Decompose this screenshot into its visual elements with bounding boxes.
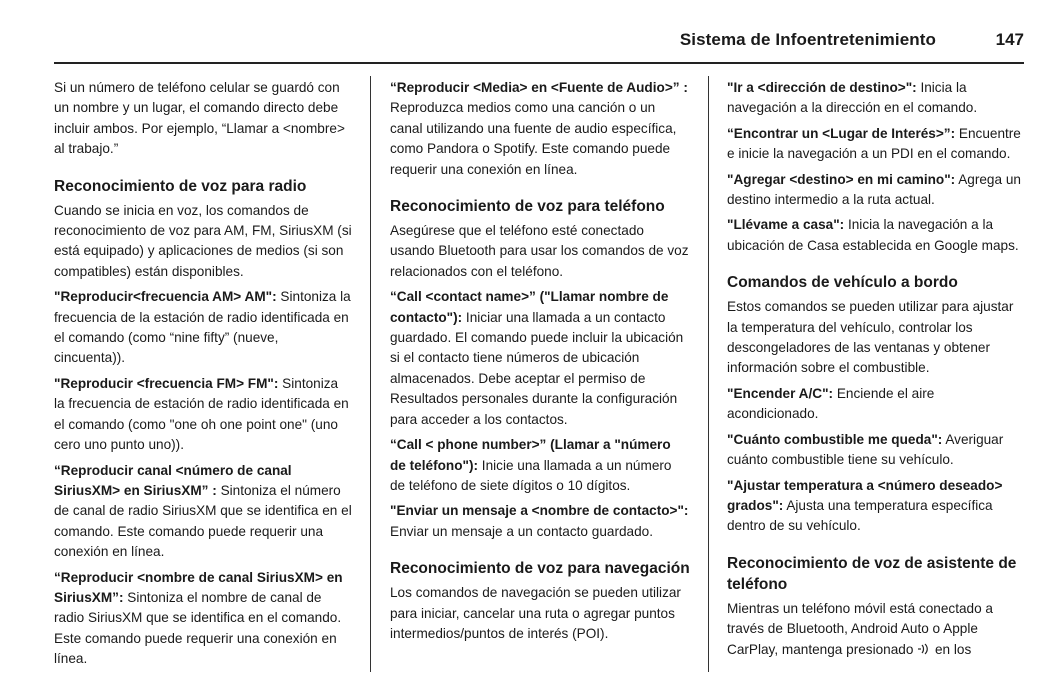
phone-heading: Reconocimiento de voz para teléfono xyxy=(390,198,665,216)
fm-command: "Reproducir <frecuencia FM> FM": xyxy=(54,375,279,391)
am-description: Sintoniza la frecuencia de la estación de radio identificada en el comando (como “nine fifty” (nueve, cincuenta)). xyxy=(54,289,351,366)
call-number-description: Inicie una llamada a un número de teléfono de siete dígitos o 10 dígitos. xyxy=(390,457,672,493)
vehicle-heading: Comandos de vehículo a bordo xyxy=(727,274,958,292)
message-entry xyxy=(390,501,690,542)
assistant-intro xyxy=(727,599,1027,660)
media-command: “Reproducir <Media> en <Fuente de Audio>” : xyxy=(390,80,688,95)
ac-description: Enciende el aire acondicionado. xyxy=(727,385,935,422)
goto-command: "Ir a <dirección de destino>": xyxy=(727,80,917,95)
find-entry xyxy=(727,124,1027,165)
sxm-name-entry xyxy=(54,568,352,670)
find-description: Encuentre e inicie la navegación a un PDI en el comando. xyxy=(727,125,1021,162)
page-number: 147 xyxy=(995,30,1024,49)
am-command-entry xyxy=(54,287,352,369)
goto-entry xyxy=(727,78,1027,119)
column-middle xyxy=(390,78,690,649)
fuel-command: "Cuánto combustible me queda": xyxy=(727,431,943,447)
temperature-command: "Ajustar temperatura a <número deseado> grados": xyxy=(727,477,1003,513)
assistant-heading: Reconocimiento de voz de asistente de teléfono xyxy=(727,554,1017,593)
header-divider xyxy=(54,62,1024,64)
media-description: Reproduzca medios como una canción o un canal utilizando una fuente de audio específica, como Pandora o Spotify. Este comando puede requerir una conexión en línea. xyxy=(390,100,677,177)
fm-description: Sintoniza la frecuencia de estación de radio identificada en el comando (como "one oh one point one" (uno cero uno punto uno)). xyxy=(54,375,349,453)
vehicle-intro: Estos comandos se pueden utilizar para ajustar la temperatura del vehículo, controlar los descongeladores de las ventanas y obtener información sobre el combustible. xyxy=(727,299,1014,376)
sxm-name-description: Sintoniza el nombre de canal de radio SiriusXM que se identifica en el comando. Este comando puede requerir una conexión en línea. xyxy=(54,589,342,667)
home-entry xyxy=(727,215,1027,256)
assistant-intro-tail: en los xyxy=(931,641,972,657)
column-divider xyxy=(708,76,709,672)
temperature-entry xyxy=(727,476,1027,537)
add-stop-description: Agrega un destino intermedio a la ruta actual. xyxy=(727,171,1021,208)
sxm-name-command: “Reproducir <nombre de canal SiriusXM> en SiriusXM”: xyxy=(54,569,343,605)
sxm-number-command: “Reproducir canal <número de canal SiriusXM> en SiriusXM” : xyxy=(54,462,292,498)
fuel-entry xyxy=(727,430,1027,471)
intro-paragraph: Si un número de teléfono celular se guardó con un nombre y un lugar, el comando directo debe incluir ambos. Por ejemplo, “Llamar a <nombre> al trabajo.” xyxy=(54,80,345,157)
call-name-entry xyxy=(390,287,690,430)
find-command: “Encontrar un <Lugar de Interés>”: xyxy=(727,125,956,141)
navigation-heading: Reconocimiento de voz para navegación xyxy=(390,560,690,578)
navigation-intro: Los comandos de navegación se pueden utilizar para iniciar, cancelar una ruta o agregar puntos intermedios/puntos de interés (POI). xyxy=(390,585,681,641)
add-stop-entry xyxy=(727,170,1027,211)
am-command: "Reproducir<frecuencia AM> AM": xyxy=(54,289,277,305)
goto-description: Inicia la navegación a la dirección en el comando. xyxy=(727,80,978,116)
radio-heading: Reconocimiento de voz para radio xyxy=(54,177,307,195)
media-command-entry xyxy=(390,78,690,180)
home-command: "Llévame a casa": xyxy=(727,217,845,233)
add-stop-command: "Agregar <destino> en mi camino": xyxy=(727,171,956,187)
call-number-command: “Call < phone number>” (Llamar a "número de teléfono"): xyxy=(390,437,671,473)
home-description: Inicia la navegación a la ubicación de Casa establecida en Google maps. xyxy=(727,217,1019,253)
column-left xyxy=(54,78,352,675)
section-title: Sistema de Infoentretenimiento xyxy=(679,30,936,49)
column-divider xyxy=(370,76,371,672)
ac-entry xyxy=(727,384,1027,425)
assistant-intro-text: Mientras un teléfono móvil está conectado a través de Bluetooth, Android Auto o Apple CarPlay, mantenga presionado xyxy=(727,600,993,657)
fm-command-entry xyxy=(54,374,352,456)
fuel-description: Averiguar cuánto combustible tiene su vehículo. xyxy=(727,431,1004,468)
column-right xyxy=(727,78,1027,665)
call-name-description: Iniciar una llamada a un contacto guardado. El comando puede incluir la ubicación si el contacto tiene números de ubicación almacenados. Debe aceptar el permiso de Resultados personales durante la configuración para acceder a los contactos. xyxy=(390,309,684,427)
message-command: "Enviar un mensaje a <nombre de contacto>": xyxy=(390,503,689,519)
ac-command: "Encender A/C": xyxy=(727,385,834,401)
call-number-entry xyxy=(390,435,690,496)
page-header xyxy=(0,0,1054,62)
call-name-command: “Call <contact name>” ("Llamar nombre de contacto"): xyxy=(390,289,669,325)
sxm-number-description: Sintoniza el número de canal de radio SiriusXM que se identifica en el comando. Este comando puede requerir una conexión en línea. xyxy=(54,482,352,560)
radio-intro: Cuando se inicia en voz, los comandos de reconocimiento de voz para AM, FM, SiriusXM (si está equipado) y aplicaciones de medios (si son compatibles) están disponibles. xyxy=(54,202,352,279)
voice-command-icon xyxy=(917,643,931,657)
message-description: Enviar un mensaje a un contacto guardado. xyxy=(390,523,653,539)
sxm-number-entry xyxy=(54,461,352,563)
phone-intro: Asegúrese que el teléfono esté conectado usando Bluetooth para usar los comandos de voz relacionados con el teléfono. xyxy=(390,223,689,279)
temperature-description: Ajusta una temperatura específica dentro de su vehículo. xyxy=(727,497,993,534)
